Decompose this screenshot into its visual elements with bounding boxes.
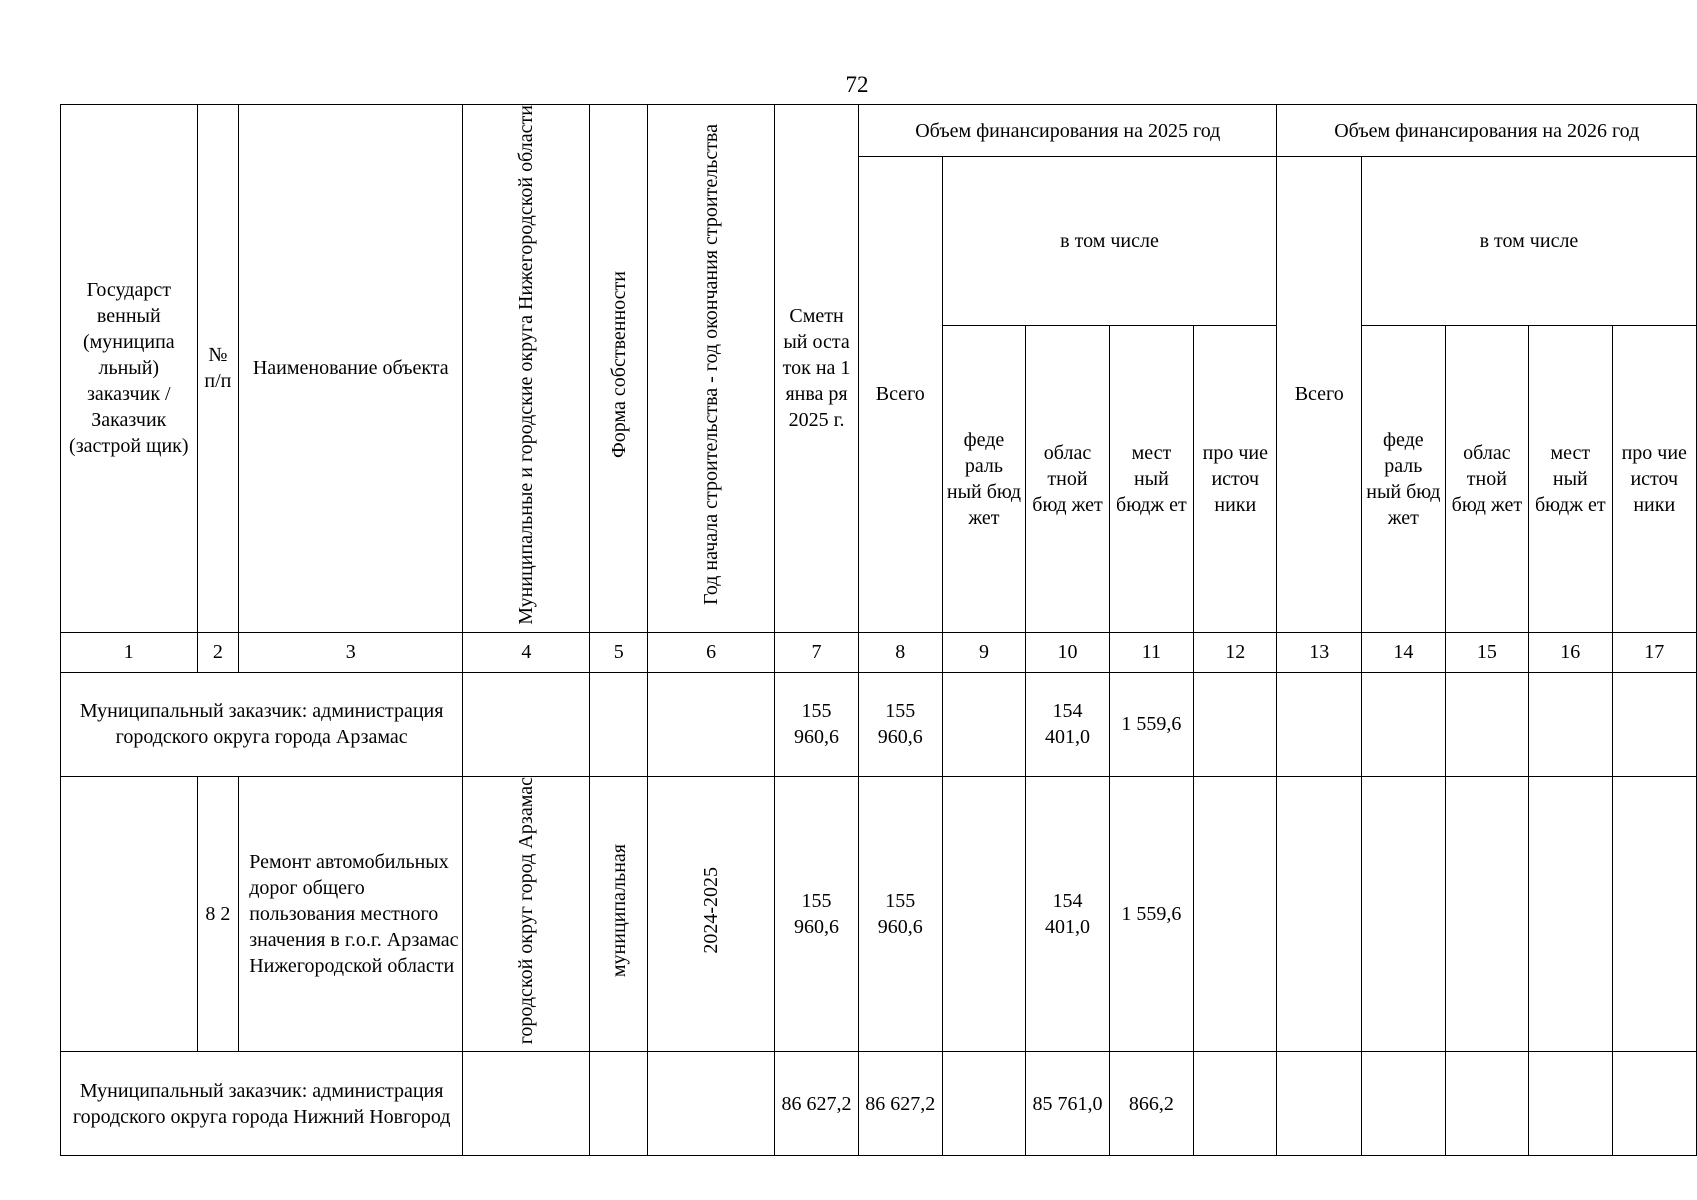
- column-number: 3: [239, 632, 463, 672]
- header-estimate-balance: Сметн ый оста ток на 1 янва ря 2025 г.: [775, 105, 859, 633]
- empty-cell: [1361, 776, 1445, 1051]
- row-number-cell: 8 2: [197, 776, 239, 1051]
- empty-cell: [1277, 672, 1361, 776]
- header-federal-2025: феде раль ный бюд жет: [942, 325, 1026, 632]
- years-cell: [648, 776, 775, 1051]
- ownership-cell: [590, 776, 648, 1051]
- column-number: 10: [1026, 632, 1109, 672]
- empty-cell: [1529, 776, 1612, 1051]
- column-number: 8: [859, 632, 943, 672]
- column-number: 16: [1529, 632, 1612, 672]
- empty-cell: [648, 1052, 775, 1156]
- header-customer: Государст венный (муниципа льный) заказчик / Заказчик (застрой щик): [61, 105, 198, 633]
- empty-cell: [1445, 672, 1528, 776]
- header-federal-2026: феде раль ный бюд жет: [1361, 325, 1445, 632]
- header-districts-text: Муниципальные и городские округа Нижегородской области: [515, 105, 538, 625]
- column-number: 14: [1361, 632, 1445, 672]
- empty-cell: [648, 672, 775, 776]
- empty-cell: [1361, 1052, 1445, 1156]
- column-number: 6: [648, 632, 775, 672]
- table-row: [61, 776, 1697, 1051]
- header-ownership: [590, 105, 648, 633]
- customer-cell: Муниципальный заказчик: администрация городского округа города Арзамас: [61, 672, 463, 776]
- district-text: городской округ город Арзамас: [515, 776, 538, 1045]
- column-number: 1: [61, 632, 198, 672]
- header-regional-2025: облас тной бюд жет: [1026, 325, 1109, 632]
- header-number: № п/п: [197, 105, 239, 633]
- total-2025-cell: 155 960,6: [859, 776, 943, 1051]
- regional-2025-cell: 154 401,0: [1026, 776, 1109, 1051]
- header-other-2026: про чие источ ники: [1612, 325, 1696, 632]
- header-local-2025: мест ный бюдж ет: [1109, 325, 1193, 632]
- estimate-cell: 155 960,6: [775, 672, 859, 776]
- header-total-2026: Всего: [1277, 157, 1361, 633]
- customer-cell: Муниципальный заказчик: администрация городского округа города Нижний Новгород: [61, 1052, 463, 1156]
- column-number-row: [61, 632, 1697, 672]
- column-number: 15: [1445, 632, 1528, 672]
- estimate-cell: 155 960,6: [775, 776, 859, 1051]
- total-2025-cell: 86 627,2: [859, 1052, 943, 1156]
- header-years: [648, 105, 775, 633]
- empty-cell: [1194, 672, 1277, 776]
- empty-cell: [1194, 776, 1277, 1051]
- header-regional-2026: облас тной бюд жет: [1445, 325, 1528, 632]
- header-years-text: Год начала строительства - год окончания строительства: [700, 124, 723, 606]
- empty-cell: [1445, 776, 1528, 1051]
- empty-cell: [1445, 1052, 1528, 1156]
- header-districts: [463, 105, 590, 633]
- column-number: 17: [1612, 632, 1696, 672]
- header-ownership-text: Форма собственности: [607, 271, 630, 459]
- district-cell: [463, 776, 590, 1051]
- column-number: 12: [1194, 632, 1277, 672]
- empty-cell: [1277, 1052, 1361, 1156]
- empty-cell: [463, 1052, 590, 1156]
- empty-cell: [1277, 776, 1361, 1051]
- regional-2025-cell: 85 761,0: [1026, 1052, 1109, 1156]
- empty-cell: [463, 672, 590, 776]
- empty-cell: [1612, 776, 1696, 1051]
- header-other-2025: про чие источ ники: [1194, 325, 1277, 632]
- empty-cell: [1194, 1052, 1277, 1156]
- column-number: 2: [197, 632, 239, 672]
- years-text: 2024-2025: [700, 867, 723, 954]
- empty-cell: [1529, 672, 1612, 776]
- header-object-name: Наименование объекта: [239, 105, 463, 633]
- column-number: 13: [1277, 632, 1361, 672]
- object-name-cell: Ремонт автомобильных дорог общего пользования местного значения в г.о.г. Арзамас Нижегородской области: [239, 776, 463, 1051]
- header-financing-2025: Объем финансирования на 2025 год: [859, 105, 1277, 157]
- header-total-2025: Всего: [859, 157, 943, 633]
- column-number: 9: [942, 632, 1026, 672]
- column-number: 7: [775, 632, 859, 672]
- empty-cell: [1612, 1052, 1696, 1156]
- local-2025-cell: 1 559,6: [1109, 776, 1193, 1051]
- header-local-2026: мест ный бюдж ет: [1529, 325, 1612, 632]
- local-2025-cell: 866,2: [1109, 1052, 1193, 1156]
- column-number: 11: [1109, 632, 1193, 672]
- empty-cell: [590, 1052, 648, 1156]
- column-number: 5: [590, 632, 648, 672]
- header-financing-2026: Объем финансирования на 2026 год: [1277, 105, 1697, 157]
- table-row: [61, 672, 1697, 776]
- table-row: [61, 1052, 1697, 1156]
- empty-cell: [1529, 1052, 1612, 1156]
- empty-cell: [942, 1052, 1026, 1156]
- empty-cell: [61, 776, 198, 1051]
- empty-cell: [942, 672, 1026, 776]
- header-including-2026: в том числе: [1361, 157, 1696, 326]
- empty-cell: [1612, 672, 1696, 776]
- estimate-cell: 86 627,2: [775, 1052, 859, 1156]
- ownership-text: муниципальная: [607, 843, 630, 977]
- empty-cell: [1361, 672, 1445, 776]
- empty-cell: [942, 776, 1026, 1051]
- regional-2025-cell: 154 401,0: [1026, 672, 1109, 776]
- local-2025-cell: 1 559,6: [1109, 672, 1193, 776]
- column-number: 4: [463, 632, 590, 672]
- empty-cell: [590, 672, 648, 776]
- header-including-2025: в том числе: [942, 157, 1277, 326]
- page-number: 72: [845, 72, 869, 97]
- financing-table: [60, 104, 1697, 1156]
- total-2025-cell: 155 960,6: [859, 672, 943, 776]
